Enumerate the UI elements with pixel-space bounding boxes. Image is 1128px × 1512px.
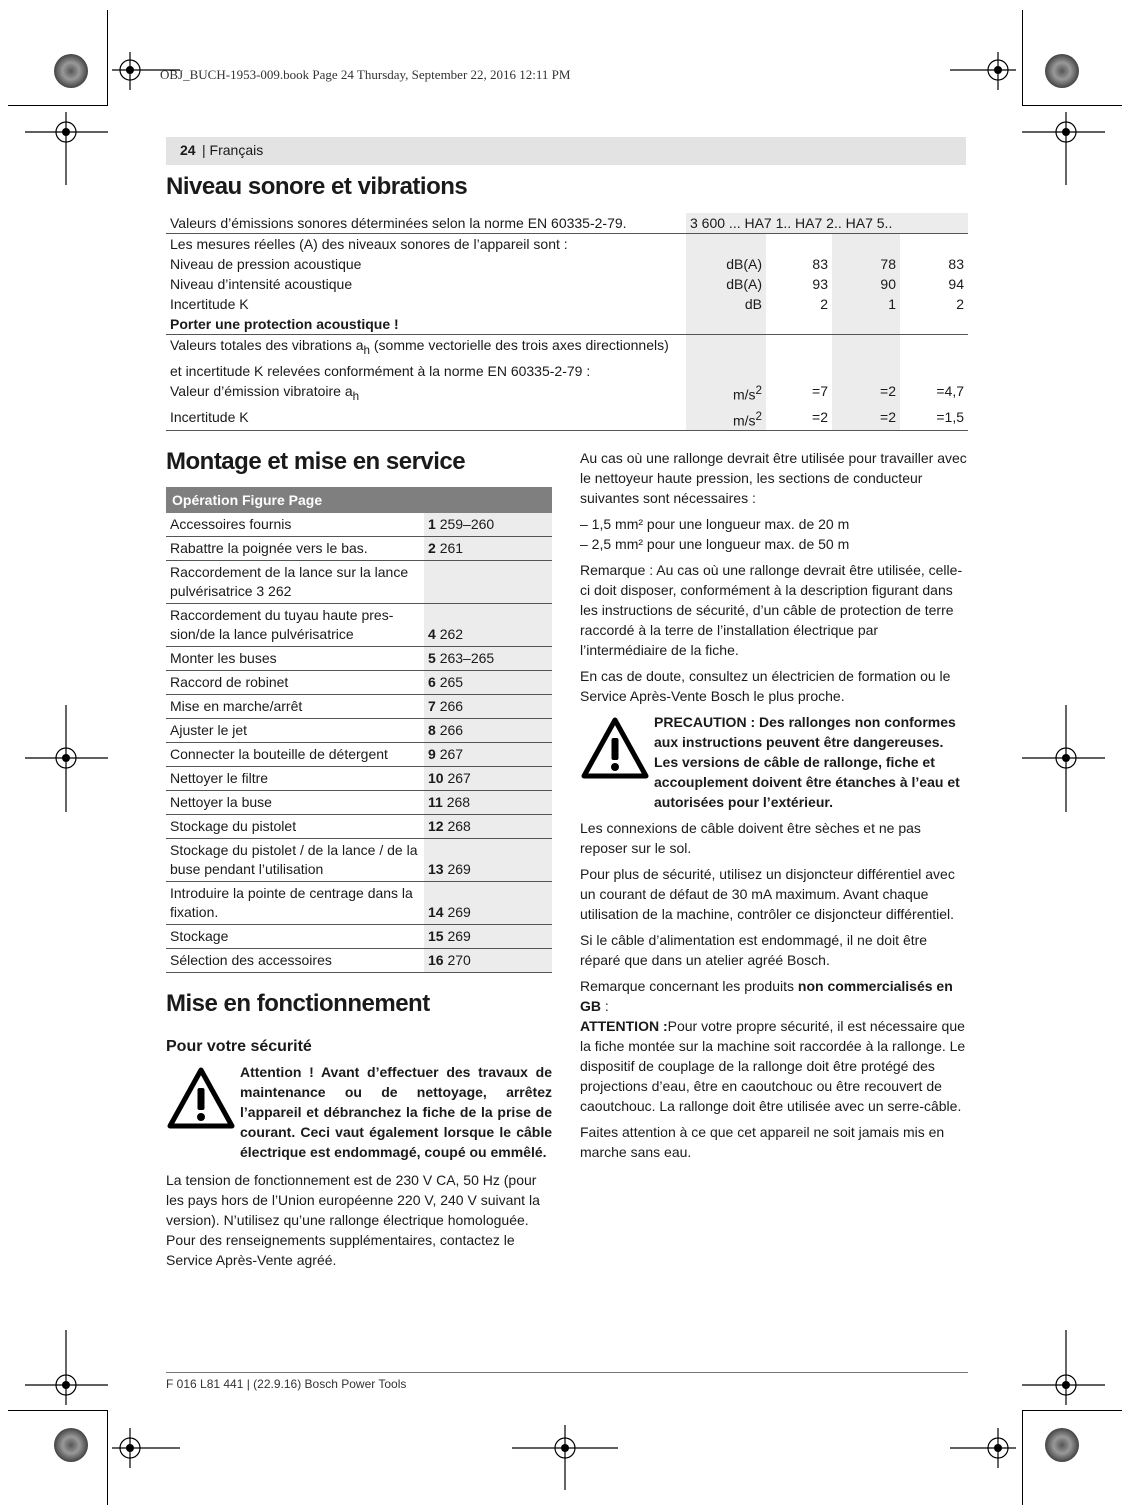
operation-cell: Monter les buses: [166, 647, 424, 671]
figure-page-cell: [424, 561, 552, 604]
table-cell: 2: [820, 296, 828, 312]
table-row: [166, 604, 552, 647]
list-item: – 2,5 mm² pour une longueur max. de 50 m: [580, 536, 850, 552]
operation-cell: Stockage: [166, 925, 424, 949]
table-cell: dB(A): [686, 274, 766, 294]
operation-cell: Nettoyer la buse: [166, 791, 424, 815]
paragraph: Au cas où une rallonge devrait être utilisée pour travailler avec le nettoyeur haute pression, les sections de conducteur suivantes sont nécessaires :: [580, 450, 967, 506]
table-row: [166, 815, 552, 839]
section-title-montage: Montage et mise en service: [166, 448, 466, 475]
paragraph: Remarque concernant les produits non commercialisés en GB :: [580, 978, 953, 1014]
table-row: [166, 949, 552, 973]
table-row: [166, 513, 552, 537]
operations-table-header: Opération Figure Page: [166, 487, 552, 513]
paragraph: Faites attention à ce que cet appareil ne soit jamais mis en marche sans eau.: [580, 1124, 945, 1160]
figure-page-cell: 2 261: [424, 537, 552, 561]
models-label: 3 600 ... HA7 1.. HA7 2.. HA7 5..: [686, 213, 968, 234]
table-row: [166, 254, 968, 274]
table-cell: Valeur d’émission vibratoire $a_h$: [170, 382, 360, 403]
operation-cell: Nettoyer le filtre: [166, 767, 424, 791]
figure-page-cell: 15 269: [424, 925, 552, 949]
table-cell: Niveau d’intensité acoustique: [170, 276, 353, 292]
table-row: [166, 647, 552, 671]
table-cell: =2: [832, 381, 900, 407]
operation-cell: Stockage du pistolet / de la lance / de la buse pendant l’utilisation: [166, 839, 424, 882]
table-cell: Incertitude K: [170, 408, 249, 425]
table-row: [166, 719, 552, 743]
figure-page-cell: 16 270: [424, 949, 552, 973]
table-row: [166, 381, 968, 407]
paragraph: Remarque : Au cas où une rallonge devrait être utilisée, celle-ci doit disposer, conformément à la description figurant dans les instructions de sécurité, d’un câble de protection de terre raccordé à la terre de l’installation électrique par l’intermédiaire de la fiche.: [580, 562, 963, 658]
table-row: [166, 537, 552, 561]
table-row: [166, 361, 968, 381]
warning-block: [580, 712, 968, 812]
table-cell: 2: [956, 296, 964, 312]
vibration-intro: Valeurs totales des vibrations $a_h$ (somme vectorielle des trois axes directionnels): [166, 335, 686, 361]
operation-cell: Rabattre la poignée vers le bas.: [166, 537, 424, 561]
figure-page-cell: 4 262: [424, 604, 552, 647]
figure-page-cell: 10 267: [424, 767, 552, 791]
figure-page-cell: 5 263–265: [424, 647, 552, 671]
table-row: [166, 671, 552, 695]
paragraph: Les connexions de câble doivent être sèches et ne pas reposer sur le sol.: [580, 820, 921, 856]
table-cell: 83: [948, 256, 964, 272]
subsection-title-safety: Pour votre sécurité: [166, 1038, 312, 1055]
hearing-protection-note: Porter une protection acoustique !: [170, 316, 399, 332]
paragraph: Pour plus de sécurité, utilisez un disjoncteur différentiel avec un courant de défaut de 30 mA maximum. Avant chaque utilisation de la machine, contrôler ce disjoncteur différentiel.: [580, 866, 955, 922]
section-title-fonction: Mise en fonctionnement: [166, 990, 430, 1017]
list-item: – 1,5 mm² pour une longueur max. de 20 m: [580, 516, 850, 532]
warning-block: [166, 1062, 552, 1162]
paragraph: Si le câble d’alimentation est endommagé, il ne doit être réparé que dans un atelier agréé Bosch.: [580, 932, 928, 968]
operation-cell: Raccordement de la lance sur la lance pulvérisatrice 3 262: [166, 561, 424, 604]
table-row: [166, 743, 552, 767]
table-cell: 1: [832, 294, 900, 314]
table-cell: dB: [686, 294, 766, 314]
table-cell: =2: [812, 408, 828, 425]
table-row: [166, 925, 552, 949]
table-cell: =4,7: [936, 382, 964, 399]
operation-cell: Stockage du pistolet: [166, 815, 424, 839]
table-cell: 78: [832, 254, 900, 274]
table-cell: $m/s^2$: [686, 407, 766, 431]
table-row: [166, 335, 968, 361]
table-cell: 94: [948, 276, 964, 292]
table-cell: =7: [812, 382, 828, 399]
table-cell: Incertitude K: [170, 296, 249, 312]
figure-page-cell: 8 266: [424, 719, 552, 743]
table-cell: Niveau de pression acoustique: [170, 256, 362, 272]
table-row: [166, 839, 552, 882]
operations-table: [166, 487, 552, 973]
print-slug: OBJ_BUCH-1953-009.book Page 24 Thursday, September 22, 2016 12:11 PM: [160, 67, 571, 82]
language-label: | Français: [202, 142, 264, 158]
table-cell: dB(A): [686, 254, 766, 274]
paragraph: La tension de fonctionnement est de 230 V CA, 50 Hz (pour les pays hors de l’Union européenne 220 V, 240 V suivant la version). N’utilisez qu’une rallonge électrique homologuée. Pour des renseignements supplémentaires, contactez le Service Après-Vente agréé.: [166, 1172, 540, 1268]
table-row: [166, 791, 552, 815]
page-header: [166, 137, 966, 165]
table-intro: Valeurs d’émissions sonores déterminées selon la norme EN 60335-2-79.: [170, 215, 627, 231]
right-column: [580, 448, 968, 1168]
figure-page-cell: 9 267: [424, 743, 552, 767]
warning-triangle-icon: [580, 716, 650, 780]
figure-page-cell: 12 268: [424, 815, 552, 839]
table-cell: $m/s^2$: [686, 381, 766, 407]
noise-vibration-table: [166, 213, 968, 431]
figure-page-cell: 13 269: [424, 839, 552, 882]
table-row: [166, 561, 552, 604]
table-row: [166, 274, 968, 294]
section-title-noise: Niveau sonore et vibrations: [166, 173, 468, 200]
table-row: [166, 407, 968, 431]
figure-page-cell: 6 265: [424, 671, 552, 695]
operation-cell: Ajuster le jet: [166, 719, 424, 743]
table-cell: 83: [812, 256, 828, 272]
table-cell: =1,5: [936, 408, 964, 425]
page-number: 24: [180, 142, 196, 158]
figure-page-cell: 11 268: [424, 791, 552, 815]
table-row: [166, 767, 552, 791]
footer-rule: [166, 1372, 968, 1373]
operation-cell: Sélection des accessoires: [166, 949, 424, 973]
table-row: [166, 294, 968, 314]
figure-page-cell: 1 259–260: [424, 513, 552, 537]
table-row: [166, 314, 968, 335]
operation-cell: Connecter la bouteille de détergent: [166, 743, 424, 767]
figure-page-cell: 14 269: [424, 882, 552, 925]
warning-text: PRECAUTION : Des rallonges non conformes aux instructions peuvent être dangereuses. Les versions de câble de rallonge, fiche et accouplement doivent être étanches à l’eau et autorisées pour l’extérieur.: [654, 714, 960, 810]
table-row: [166, 695, 552, 719]
table-cell: 93: [812, 276, 828, 292]
operation-cell: Mise en marche/arrêt: [166, 695, 424, 719]
warning-triangle-icon: [166, 1066, 236, 1130]
figure-page-cell: 7 266: [424, 695, 552, 719]
footer: F 016 L81 441 | (22.9.16) Bosch Power Tools: [166, 1377, 407, 1391]
operation-cell: Raccordement du tuyau haute pres-sion/de la lance pulvérisatrice: [166, 604, 424, 647]
table-cell: 90: [832, 274, 900, 294]
operation-cell: Raccord de robinet: [166, 671, 424, 695]
table-cell: et incertitude K relevées conformément à la norme EN 60335-2-79 :: [170, 362, 591, 379]
table-cell: =2: [832, 407, 900, 431]
table-cell: Les mesures réelles (A) des niveaux sonores de l’appareil sont :: [166, 234, 686, 255]
warning-text: Attention ! Avant d’effectuer des travaux de maintenance ou de nettoyage, arrêtez l’appareil et débranchez la fiche de la prise de courant. Ceci vaut également lorsque le câble électrique est endommagé, coupé ou emmêlé.: [240, 1064, 552, 1160]
paragraph: ATTENTION :Pour votre propre sécurité, il est nécessaire que la fiche montée sur la machine soit raccordée à la rallonge. Le dispositif de couplage de la rallonge doit être protégé des projections d’eau, être en caoutchouc ou être recouvert de caoutchouc. La rallonge doit être utilisée avec un serre-câble.: [580, 1018, 966, 1114]
operation-cell: Introduire la pointe de centrage dans la fixation.: [166, 882, 424, 925]
safety-block: [166, 1062, 552, 1276]
operation-cell: Accessoires fournis: [166, 513, 424, 537]
table-row: [166, 882, 552, 925]
paragraph: En cas de doute, consultez un électricien de formation ou le Service Après-Vente Bosch le plus proche.: [580, 668, 951, 704]
